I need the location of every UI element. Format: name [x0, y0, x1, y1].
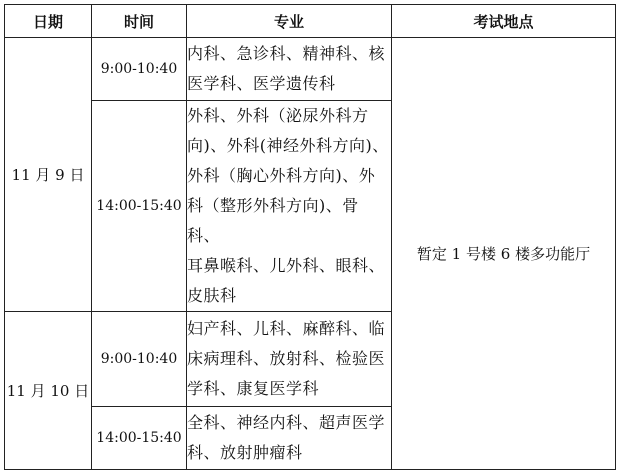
date-cell: 11 月 9 日	[5, 38, 92, 312]
time-cell: 14:00-15:40	[92, 101, 187, 312]
major-line: 耳鼻喉科、儿外科、眼科、	[187, 256, 386, 275]
exam-schedule-table	[4, 4, 616, 470]
major-line: 床病理科、放射科、检验医	[187, 349, 386, 368]
header-location: 考试地点	[392, 5, 616, 38]
major-line: 皮肤科	[187, 286, 237, 305]
location-cell: 暂定 1 号楼 6 楼多功能厅	[392, 38, 616, 470]
header-row	[5, 5, 616, 38]
major-line: 向)、外科(神经外科方向)、	[187, 136, 389, 155]
major-line: 外科（胸心外科方向)、外	[187, 166, 376, 185]
major-cell	[187, 312, 392, 407]
major-cell	[187, 101, 392, 312]
major-cell	[187, 38, 392, 101]
time-cell: 9:00-10:40	[92, 312, 187, 407]
major-line: 科、放射肿瘤科	[187, 443, 303, 462]
header-major: 专业	[187, 5, 392, 38]
major-line: 医学科、医学遗传科	[187, 74, 336, 93]
major-cell	[187, 407, 392, 470]
major-line: 全科、神经内科、超声医学	[187, 413, 386, 432]
major-line: 妇产科、儿科、麻醉科、临	[187, 319, 386, 338]
header-date: 日期	[5, 5, 92, 38]
major-line: 外科、外科（泌尿外科方	[187, 106, 369, 125]
header-time: 时间	[92, 5, 187, 38]
major-line: 内科、急诊科、精神科、核	[187, 44, 386, 63]
table-row	[5, 38, 616, 101]
time-cell: 9:00-10:40	[92, 38, 187, 101]
time-cell: 14:00-15:40	[92, 407, 187, 470]
major-line: 科（整形外科方向)、骨科、	[187, 196, 359, 245]
major-line: 学科、康复医学科	[187, 379, 320, 398]
date-cell: 11 月 10 日	[5, 312, 92, 470]
